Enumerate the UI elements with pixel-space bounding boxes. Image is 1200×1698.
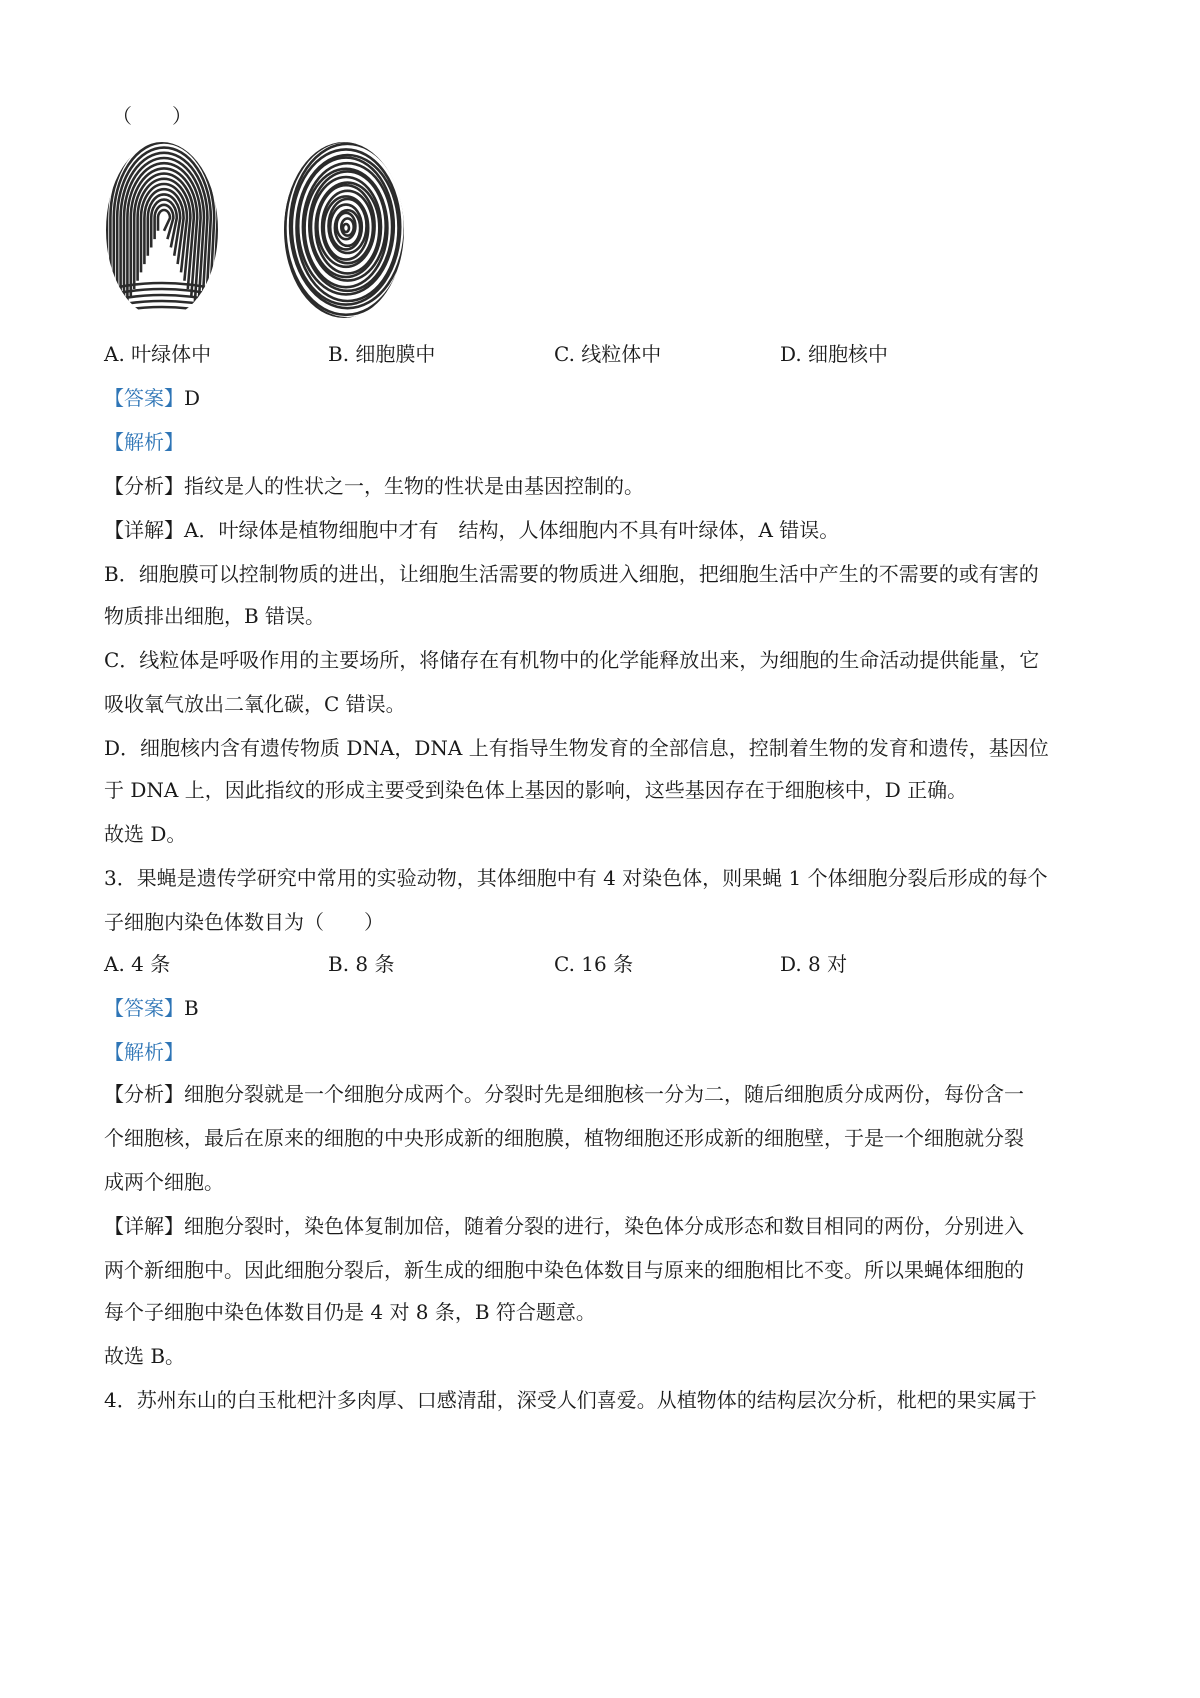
ridge-line <box>343 224 349 232</box>
q2-line: D．细胞核内含有遗传物质 DNA，DNA 上有指导生物发育的全部信息，控制着生物的发育和遗传，基因位 <box>104 736 1049 760</box>
q3-option-b: B. 8 条 <box>328 952 395 976</box>
fingerprint-loop-icon <box>104 140 220 320</box>
q2-option-a: A. 叶绿体中 <box>104 342 212 366</box>
q2-answer-line <box>104 386 200 410</box>
q2-option-b: B. 细胞膜中 <box>328 342 436 366</box>
q3-line: 【详解】细胞分裂时，染色体复制加倍，随着分裂的进行，染色体分成形态和数目相同的两份，分别进入 <box>104 1214 1024 1238</box>
answer-tag: 【答案】 <box>104 386 184 410</box>
q2-stem-tail: （ ） <box>112 104 192 128</box>
q2-answer: D <box>184 386 201 410</box>
q2-line: 物质排出细胞，B 错误。 <box>104 604 326 628</box>
q2-option-d: D. 细胞核中 <box>780 342 889 366</box>
q2-line: B．细胞膜可以控制物质的进出，让细胞生活需要的物质进入细胞，把细胞生活中产生的不需要的或有害的 <box>104 562 1039 586</box>
q3-line: 个细胞核，最后在原来的细胞的中央形成新的细胞膜，植物细胞还形成新的细胞壁，于是一个细胞就分裂 <box>104 1126 1024 1150</box>
q3-line: 故选 B。 <box>104 1344 186 1368</box>
q3-line: 成两个细胞。 <box>104 1170 224 1194</box>
q3-answer-line <box>104 996 199 1020</box>
q3-answer: B <box>184 996 199 1020</box>
q3-stem-line: 子细胞内染色体数目为（ ） <box>104 910 384 934</box>
q4-stem: 4．苏州东山的白玉枇杷汁多肉厚、口感清甜，深受人们喜爱。从植物体的结构层次分析，枇杷的果实属于 <box>104 1388 1037 1412</box>
q2-analysis-tag: 【解析】 <box>104 430 184 454</box>
q2-line: 吸收氧气放出二氧化碳，C 错误。 <box>104 692 406 716</box>
q2-line: C．线粒体是呼吸作用的主要场所，将储存在有机物中的化学能释放出来，为细胞的生命活动提供能量，它 <box>104 648 1040 672</box>
q2-line: 【详解】A．叶绿体是植物细胞中才有 结构，人体细胞内不具有叶绿体，A 错误。 <box>104 518 840 542</box>
q3-option-a: A. 4 条 <box>104 952 171 976</box>
q2-line: 故选 D。 <box>104 822 187 846</box>
ridge-line <box>158 210 170 231</box>
q3-option-d: D. 8 对 <box>780 952 848 976</box>
q3-line: 【分析】细胞分裂就是一个细胞分成两个。分裂时先是细胞核一分为二，随后细胞质分成两份，每份含一 <box>104 1082 1024 1106</box>
q3-analysis-tag: 【解析】 <box>104 1040 184 1064</box>
fingerprint-whorl-icon <box>282 140 406 320</box>
q2-line: 于 DNA 上，因此指纹的形成主要受到染色体上基因的影响，这些基因存在于细胞核中，D 正确。 <box>104 778 968 802</box>
q3-line: 两个新细胞中。因此细胞分裂后，新生成的细胞中染色体数目与原来的细胞相比不变。所以果蝇体细胞的 <box>104 1258 1024 1282</box>
q2-option-c: C. 线粒体中 <box>554 342 662 366</box>
answer-tag: 【答案】 <box>104 996 184 1020</box>
q3-stem-line: 3．果蝇是遗传学研究中常用的实验动物，其体细胞中有 4 对染色体，则果蝇 1 个体细胞分裂后形成的每个 <box>104 866 1048 890</box>
q3-option-c: C. 16 条 <box>554 952 634 976</box>
ridge-line <box>104 307 220 314</box>
q3-line: 每个子细胞中染色体数目仍是 4 对 8 条，B 符合题意。 <box>104 1300 596 1324</box>
q2-line: 【分析】指纹是人的性状之一，生物的性状是由基因控制的。 <box>104 474 644 498</box>
